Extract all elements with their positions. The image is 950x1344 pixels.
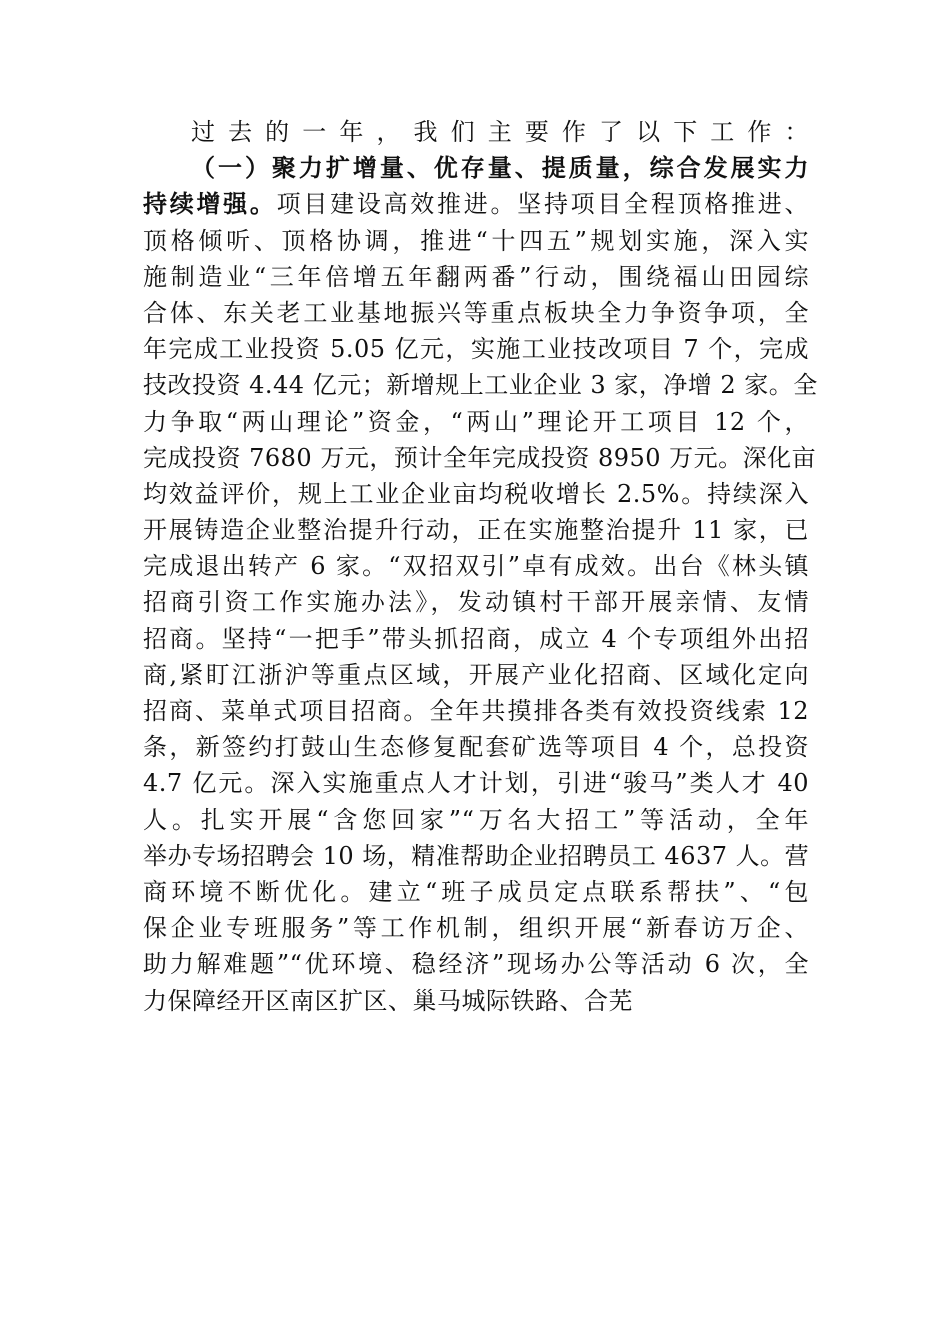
text-line xyxy=(143,186,809,222)
text-line: 完成投资 7680 万元，预计全年完成投资 8950 万元。深化亩 xyxy=(143,443,817,472)
text-line: 招商、菜单式项目招商。全年共摸排各类有效投资线索 12 xyxy=(143,697,809,725)
text-line: 力争取“两山理论”资金，“两山”理论开工项目 12 个， xyxy=(143,407,809,436)
text-line: 保企业专班服务”等工作机制，组织开展“新春访万企、 xyxy=(143,914,809,943)
text-line: 力保障经开区南区扩区、巢马城际铁路、合芜 xyxy=(143,986,633,1015)
text-line: 举办专场招聘会 10 场，精准帮助企业招聘员工 4637 人。营 xyxy=(143,841,810,870)
text-line: 招商引资工作实施办法》，发动镇村干部开展亲情、友情 xyxy=(143,588,809,617)
text-line: 商环境不断优化。建立“班子成员定点联系帮扶”、“包 xyxy=(143,877,809,906)
text-line: 人。扎实开展“含您回家”“万名大招工”等活动，全年 xyxy=(143,805,809,834)
text-line: 商,紧盯江浙沪等重点区域，开展产业化招商、区域化定向 xyxy=(143,660,809,689)
text-line-remainder: 项目建设高效推进。坚持项目全程顶格推进、 xyxy=(276,190,810,219)
text-line: 过去的一年，我们主要作了以下工作： xyxy=(191,118,809,146)
text-line: 施制造业“三年倍增五年翻两番”行动，围绕福山田园综 xyxy=(143,262,809,291)
body-text xyxy=(143,114,818,1019)
text-line: 招商。坚持“一把手”带头抓招商，成立 4 个专项组外出招 xyxy=(143,624,809,653)
text-line: 条，新签约打鼓山生态修复配套矿选等项目 4 个，总投资 xyxy=(143,733,809,762)
text-line: 顶格倾听、顶格协调，推进“十四五”规划实施，深入实 xyxy=(143,226,809,255)
text-line: 技改投资 4.44 亿元；新增规上工业企业 3 家，净增 2 家。全 xyxy=(143,371,818,400)
text-line: 完成退出转产 6 家。“双招双引”卓有成效。出台《林头镇 xyxy=(143,552,809,581)
text-line: 开展铸造企业整治提升行动，正在实施整治提升 11 家，已 xyxy=(143,516,809,545)
text-line: 年完成工业投资 5.05 亿元，实施工业技改项目 7 个，完成 xyxy=(143,335,809,364)
section-heading-tail: 持续增强。 xyxy=(143,189,277,219)
text-line: 助力解难题”“优环境、稳经济”现场办公等活动 6 次，全 xyxy=(143,950,809,979)
section-heading-line: （一）聚力扩增量、优存量、提质量，综合发展实力 xyxy=(191,153,809,183)
text-line: 4.7 亿元。深入实施重点人才计划，引进“骏马”类人才 40 xyxy=(143,769,809,798)
text-line: 均效益评价，规上工业企业亩均税收增长 2.5%。持续深入 xyxy=(143,479,809,508)
text-line: 合体、东关老工业基地振兴等重点板块全力争资争项，全 xyxy=(143,298,809,327)
